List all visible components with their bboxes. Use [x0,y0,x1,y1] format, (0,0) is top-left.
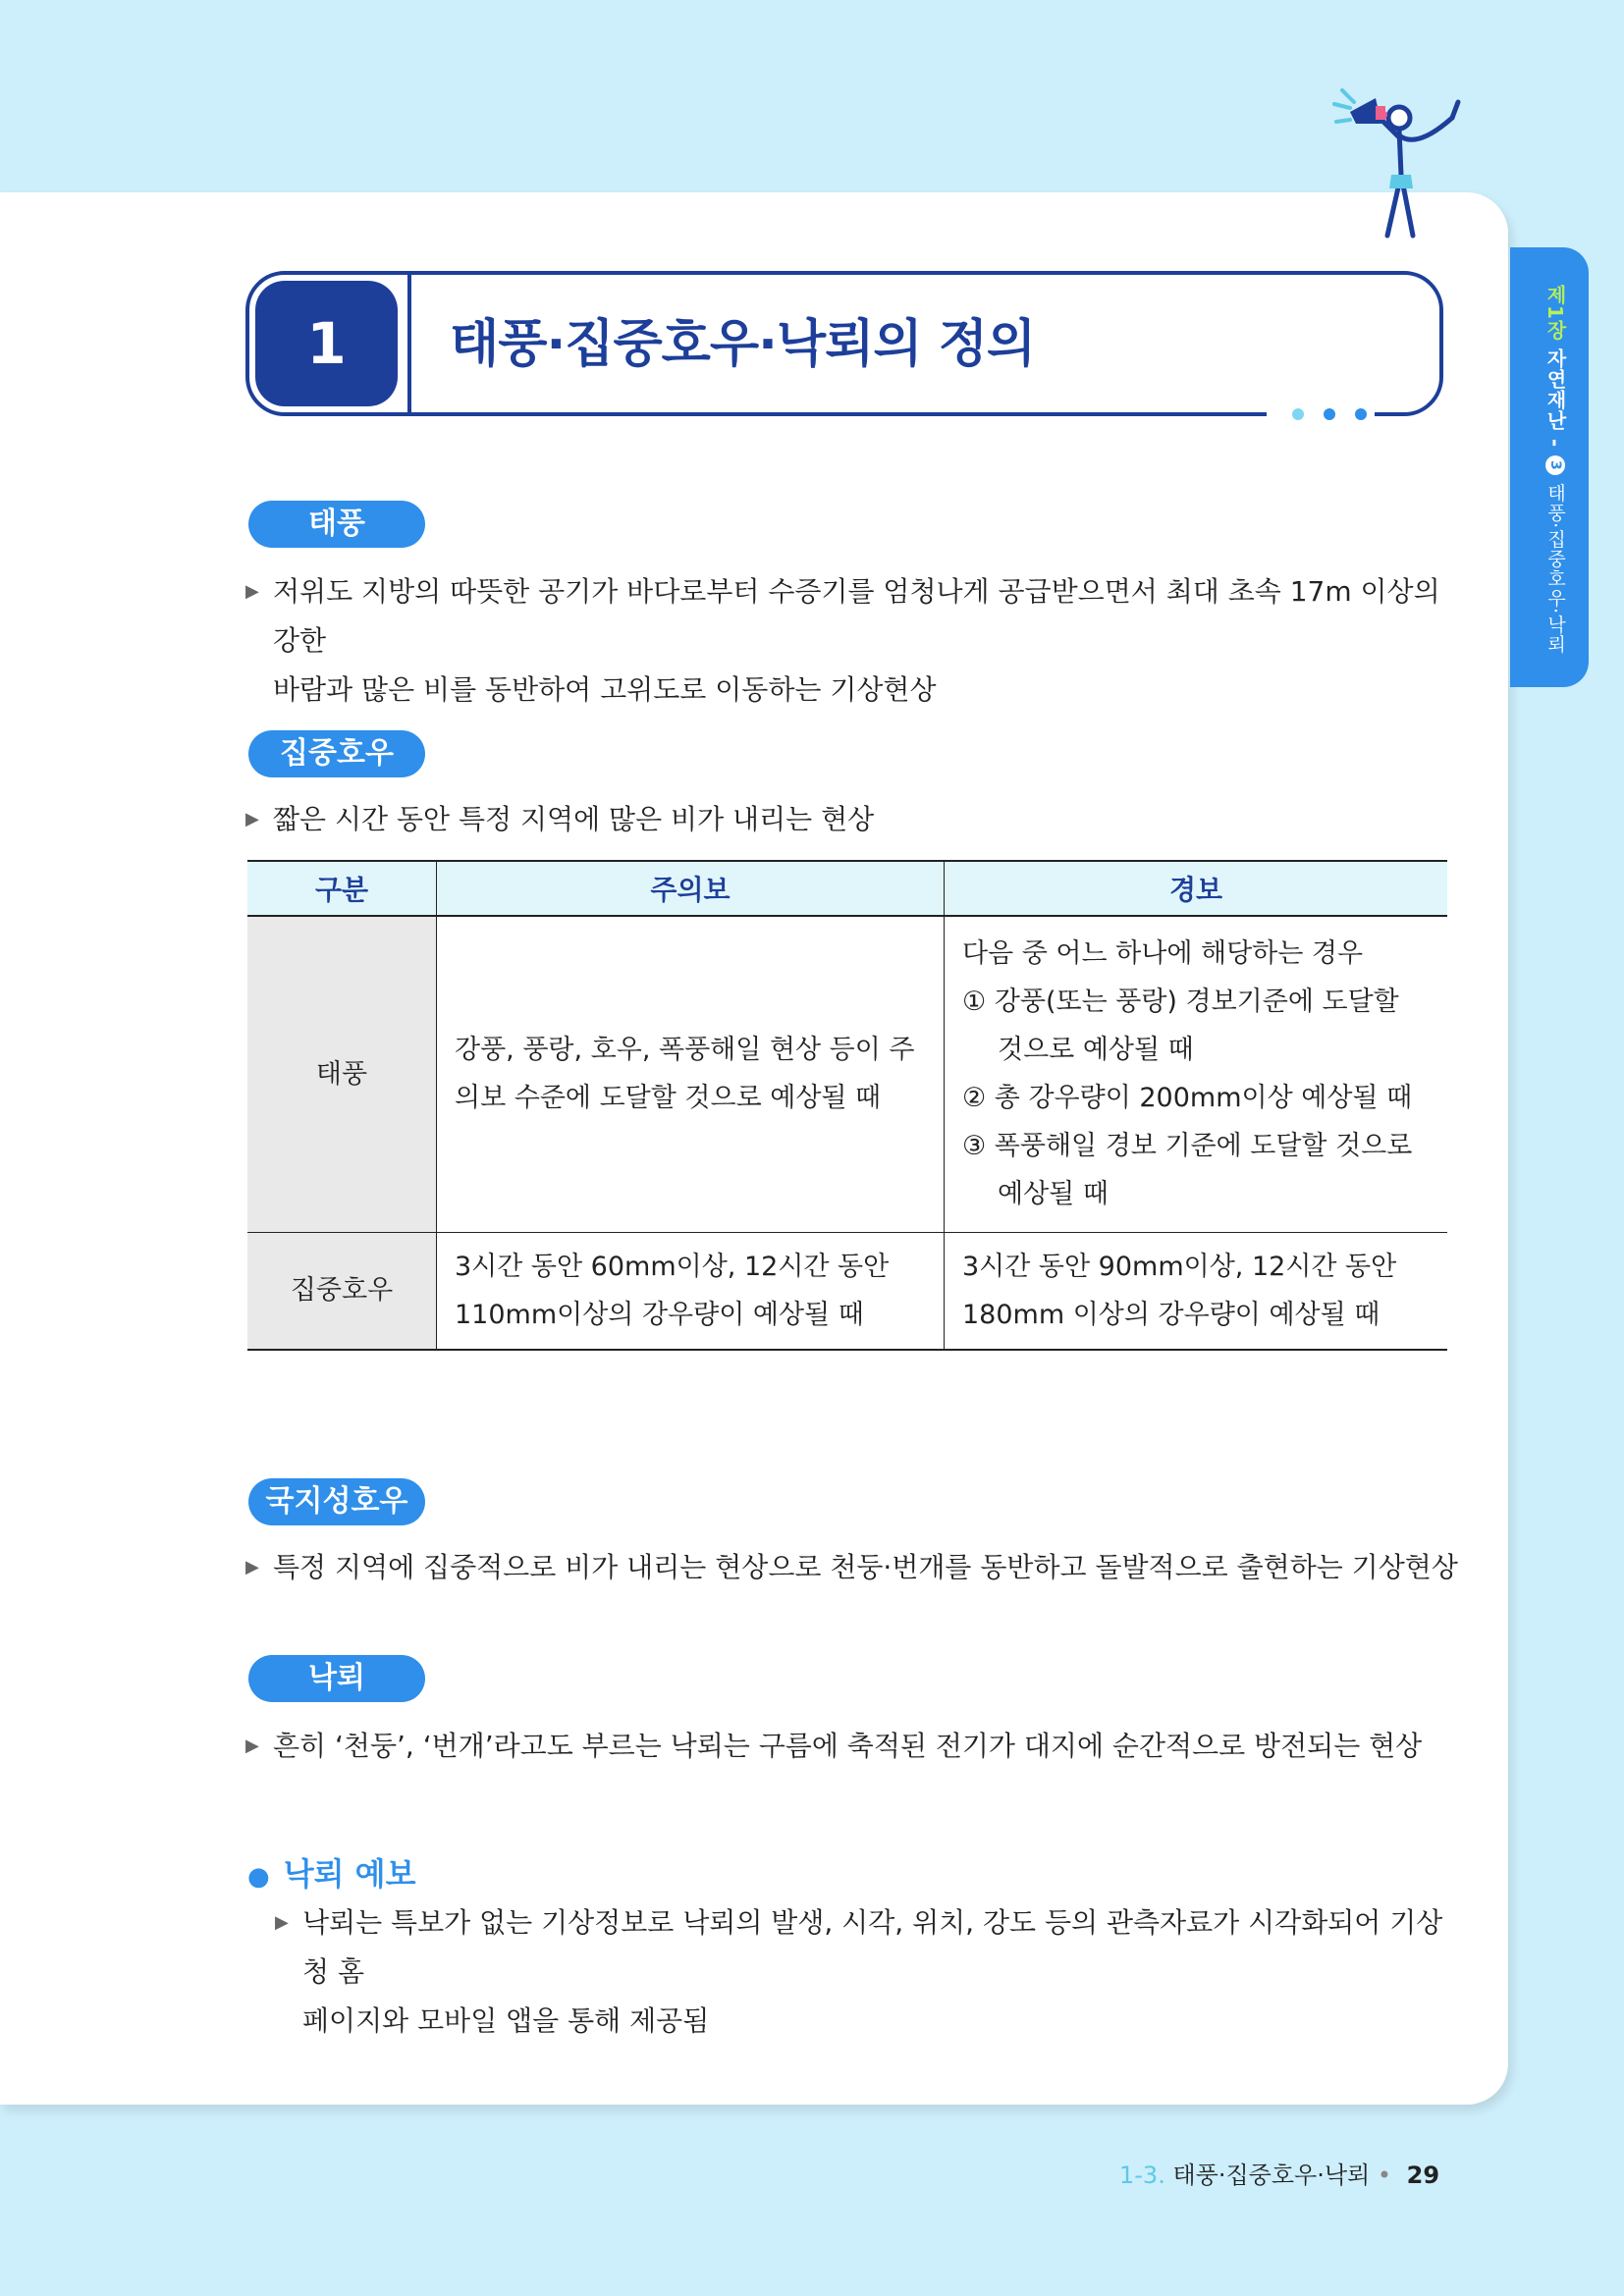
local-rain-definition [245,1543,1458,1592]
table-header-advisory: 주의보 [437,861,945,916]
lightning-definition-text: 흔히 ‘천둥’, ‘번개’라고도 부르는 낙뢰는 구름에 축적된 전기가 대지에 순간적으로 방전되는 현상 [273,1730,1423,1762]
heavy-rain-definition [245,795,874,844]
heavy-rain-definition-text: 짧은 시간 동안 특정 지역에 많은 비가 내리는 현상 [273,803,875,835]
typhoon-definition-line1: 저위도 지방의 따뜻한 공기가 바다로부터 수증기를 엄청나게 공급받으면서 최대 초속 17m 이상의 강한 [273,575,1440,657]
triangle-bullet-icon: ▶ [245,581,259,602]
table-header-category: 구분 [247,861,437,916]
footer-section-number: 1-3. [1119,2162,1165,2189]
heading-number: 1 [255,281,398,406]
table-header-row [247,861,1447,916]
cell-line: 3시간 동안 90mm이상, 12시간 동안 [962,1251,1397,1282]
cell-line: 다음 중 어느 하나에 해당하는 경우 [962,938,1364,970]
heading-dot [1355,408,1367,420]
heavy-rain-advisory-cell [437,1232,945,1350]
heading-dot [1292,408,1304,420]
heading-title: 태풍·집중호우·낙뢰의 정의 [450,315,1036,374]
megaphone-person-icon [1330,79,1478,245]
chapter-part: 자연재난 - [1543,347,1567,449]
cell-line: ② 총 강우량이 200mm이상 예상될 때 [962,1083,1413,1114]
footer-separator: • [1377,2162,1391,2189]
section-label-local-rain: 국지성호우 [248,1478,425,1525]
heavy-rain-warning-cell [945,1232,1448,1350]
lightning-forecast-title [247,1849,415,1895]
forecast-line2: 페이지와 모바일 앱을 통해 제공됨 [302,2004,710,2037]
cell-line: 180mm 이상의 강우량이 예상될 때 [962,1299,1380,1330]
typhoon-advisory-cell [437,916,945,1232]
table-row [247,1232,1447,1350]
heading-divider [407,271,411,416]
typhoon-definition [245,567,1453,715]
section-heading [245,267,1448,424]
heading-dot [1324,408,1335,420]
chapter-topic: 태풍·집중호우·낙뢰 [1544,483,1566,655]
warning-criteria-table [247,860,1447,1351]
triangle-bullet-icon: ▶ [245,1557,259,1577]
cell-line: 예상될 때 [998,1179,1109,1210]
typhoon-warning-cell [945,916,1448,1232]
forecast-line1: 낙뢰는 특보가 없는 기상정보로 낙뢰의 발생, 시각, 위치, 강도 등의 관측자료가 시각화되어 기상청 홈 [302,1906,1443,1988]
cell-line: 강풍, 풍랑, 호우, 폭풍해일 현상 등이 주 [455,1035,915,1066]
section-number-badge: 3 [1545,455,1565,475]
page-number: 29 [1406,2162,1440,2189]
cell-line: 것으로 예상될 때 [998,1035,1194,1066]
row-label-typhoon: 태풍 [247,916,437,1232]
local-rain-definition-text: 특정 지역에 집중적으로 비가 내리는 현상으로 천둥·번개를 동반하고 돌발적으로 출현하는 기상현상 [273,1551,1458,1583]
section-label-typhoon: 태풍 [248,501,425,548]
cell-line: 3시간 동안 60mm이상, 12시간 동안 [455,1251,890,1282]
cell-line: ③ 폭풍해일 경보 기준에 도달할 것으로 [962,1131,1413,1162]
table-row [247,916,1447,1232]
lightning-definition [245,1722,1422,1771]
triangle-bullet-icon: ▶ [245,1735,259,1756]
cell-line: 110mm이상의 강우량이 예상될 때 [455,1299,864,1330]
footer-title: 태풍·집중호우·낙뢰 [1172,2162,1371,2189]
row-label-heavy-rain: 집중호우 [247,1232,437,1350]
dot-bullet-icon: ● [247,1862,270,1892]
page-footer [1119,2156,1439,2190]
lightning-forecast-text [275,1898,1453,2046]
section-label-heavy-rain: 집중호우 [248,730,425,777]
triangle-bullet-icon: ▶ [245,809,259,829]
cell-line: ① 강풍(또는 풍랑) 경보기준에 도달할 [962,987,1399,1018]
cell-line: 의보 수준에 도달할 것으로 예상될 때 [455,1083,882,1114]
typhoon-definition-line2: 바람과 많은 비를 동반하여 고위도로 이동하는 기상현상 [273,673,937,706]
chapter-side-tab-text [1527,285,1570,667]
section-label-lightning: 낙뢰 [248,1655,425,1702]
table-header-warning: 경보 [945,861,1448,916]
triangle-bullet-icon: ▶ [275,1912,289,1933]
lightning-forecast-title-text: 낙뢰 예보 [283,1855,416,1893]
chapter-number: 제1장 [1543,285,1567,341]
